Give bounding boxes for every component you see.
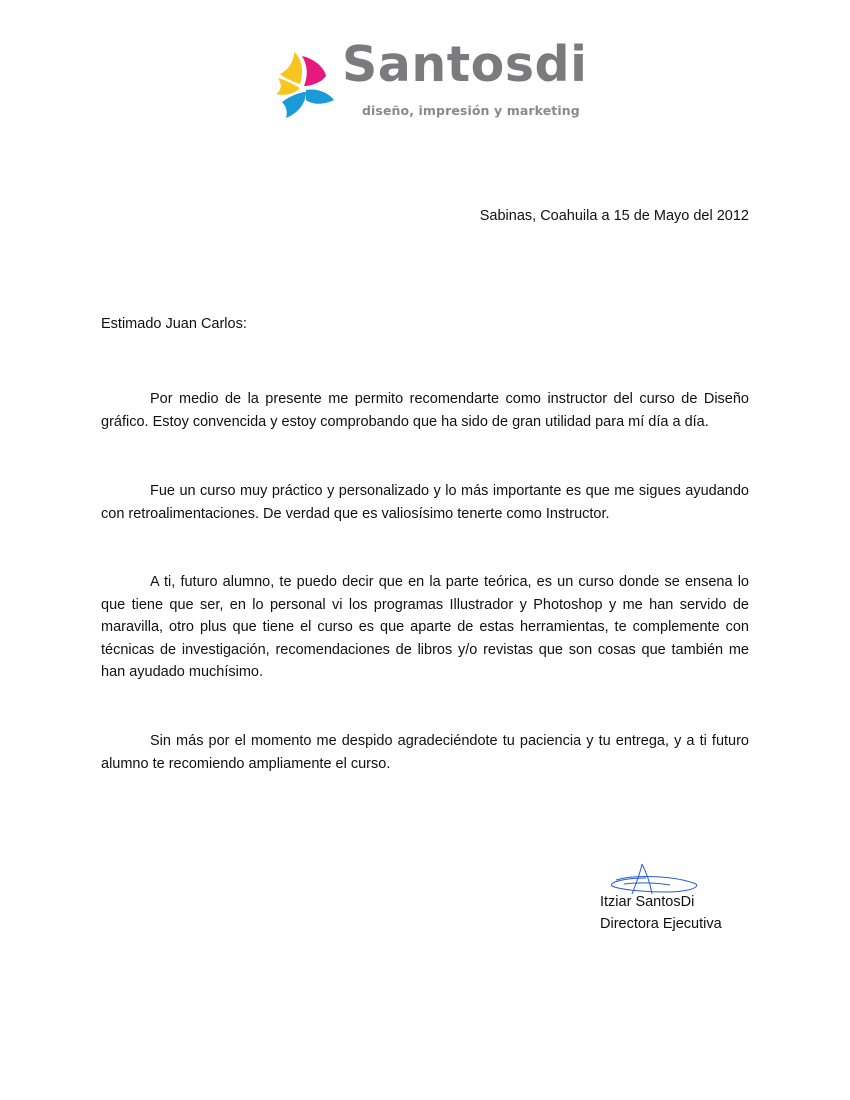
- logo-tagline: diseño, impresión y marketing: [362, 103, 580, 118]
- letter-paragraph: A ti, futuro alumno, te puedo decir que en la parte teórica, es un curso donde se ensena lo que tiene que ser, en lo personal vi los programas Illustrador y Photoshop y me han servido de maravilla, otro plus que tiene el curso es que aparte de estas herramientas, te complemente con técnicas de investigación, recomendaciones de libros y/o revistas que son cosas que también me han ayudado muchísimo.: [101, 574, 749, 680]
- logo-wordmark: Santosdi: [342, 36, 588, 93]
- signer-title: Directora Ejecutiva: [600, 916, 722, 932]
- letter-date: Sabinas, Coahuila a 15 de Mayo del 2012: [479, 208, 749, 224]
- letter-paragraph: Por medio de la presente me permito recomendarte como instructor del curso de Diseño gráfico. Estoy convencida y estoy comprobando que ha sido de gran utilidad para mí día a día.: [101, 391, 749, 430]
- letter-paragraph: Sin más por el momento me despido agradeciéndote tu paciencia y tu entrega, y a ti futuro alumno te recomiendo ampliamente el curso.: [101, 733, 749, 772]
- letter-greeting: Estimado Juan Carlos:: [101, 316, 247, 332]
- company-logo: [272, 36, 592, 124]
- letter-paragraph: Fue un curso muy práctico y personalizado y lo más importante es que me sigues ayudando con retroalimentaciones. De verdad que es valiosísimo tenerte como Instructor.: [101, 483, 749, 522]
- signer-name: Itziar SantosDi: [600, 894, 695, 910]
- butterfly-logo-icon: [272, 48, 348, 120]
